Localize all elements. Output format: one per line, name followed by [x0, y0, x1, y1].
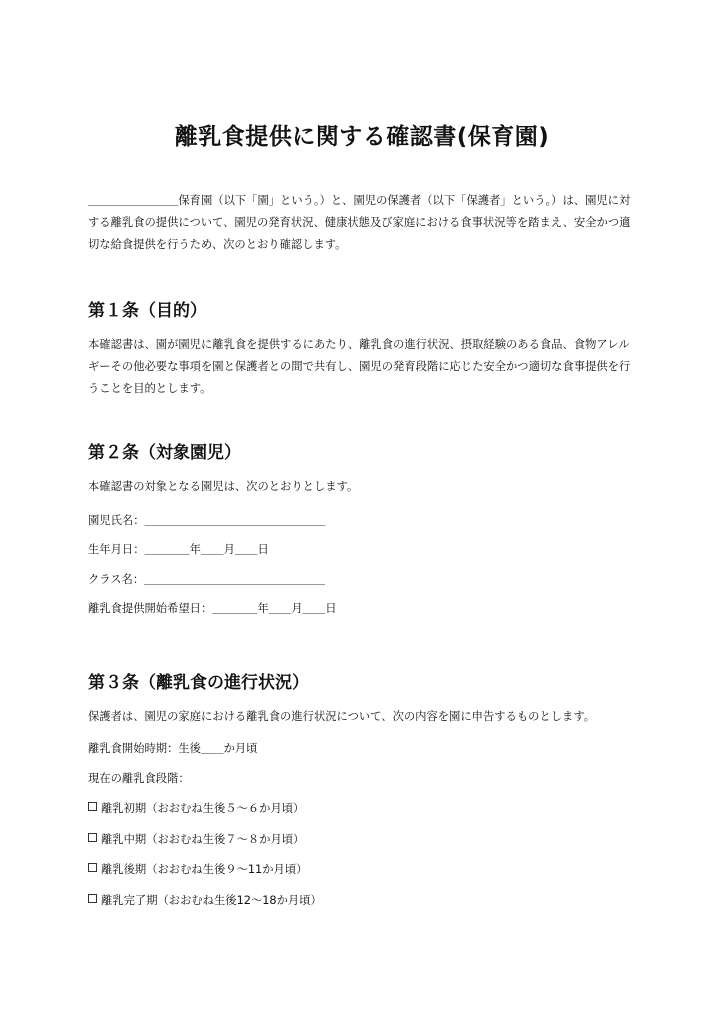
article-2-heading: 第２条（対象園児） — [88, 443, 241, 463]
stage-option-label: 離乳完了期（おおむね生後12～18か月頃） — [101, 894, 322, 907]
article-2-body: 本確認書の対象となる園児は、次のとおりとします。 — [88, 480, 359, 493]
article-1-body: 本確認書は、園が園児に離乳食を提供するにあたり、離乳食の進行状況、摂取経験のある食品、食物アレルギーその他必要な事項を園と保護者との間で共有し、園児の発育段階に応じた安全かつ適切な食事提供を行うことを目的とします。 — [88, 338, 631, 395]
stage-option-completion[interactable] — [88, 892, 322, 908]
article-3-body: 保護者は、園児の家庭における離乳食の進行状況について、次の内容を園に申告するものとします。 — [88, 710, 596, 723]
checkbox-icon[interactable] — [88, 863, 97, 872]
birth-date-field: 生年月日：＿＿＿＿年＿＿月＿＿日 — [88, 543, 269, 556]
stage-option-middle[interactable] — [88, 831, 304, 847]
article-3-heading: 第３条（離乳食の進行状況） — [88, 673, 309, 693]
stage-option-label: 離乳初期（おおむね生後５～６か月頃） — [101, 802, 305, 815]
checkbox-icon[interactable] — [88, 802, 97, 811]
stage-option-label: 離乳後期（おおむね生後９～11か月頃） — [101, 863, 308, 876]
article-1-heading: 第１条（目的） — [88, 301, 207, 321]
document-title: 離乳食提供に関する確認書(保育園) — [174, 124, 550, 150]
intro-paragraph: ＿＿＿＿＿＿＿＿保育園（以下「園」という。）と、園児の保護者（以下「保護者」という。）は、園児に対する離乳食の提供について、園児の発育状況、健康状態及び家庭における食事状況等を踏まえ、安全かつ適切な給食提供を行うため、次のとおり確認します。 — [88, 194, 631, 251]
stage-option-label: 離乳中期（おおむね生後７～８か月頃） — [101, 833, 305, 846]
start-period-field: 離乳食開始時期：生後＿＿か月頃 — [88, 742, 258, 755]
child-name-field: 園児氏名：＿＿＿＿＿＿＿＿＿＿＿＿＿＿＿＿ — [88, 514, 326, 527]
current-stage-label: 現在の離乳食段階： — [88, 772, 190, 785]
start-date-field: 離乳食提供開始希望日：＿＿＿＿年＿＿月＿＿日 — [88, 602, 337, 615]
checkbox-icon[interactable] — [88, 894, 97, 903]
stage-option-early[interactable] — [88, 800, 304, 816]
stage-option-late[interactable] — [88, 861, 307, 877]
checkbox-icon[interactable] — [88, 833, 97, 842]
class-name-field: クラス名：＿＿＿＿＿＿＿＿＿＿＿＿＿＿＿＿ — [88, 573, 325, 586]
